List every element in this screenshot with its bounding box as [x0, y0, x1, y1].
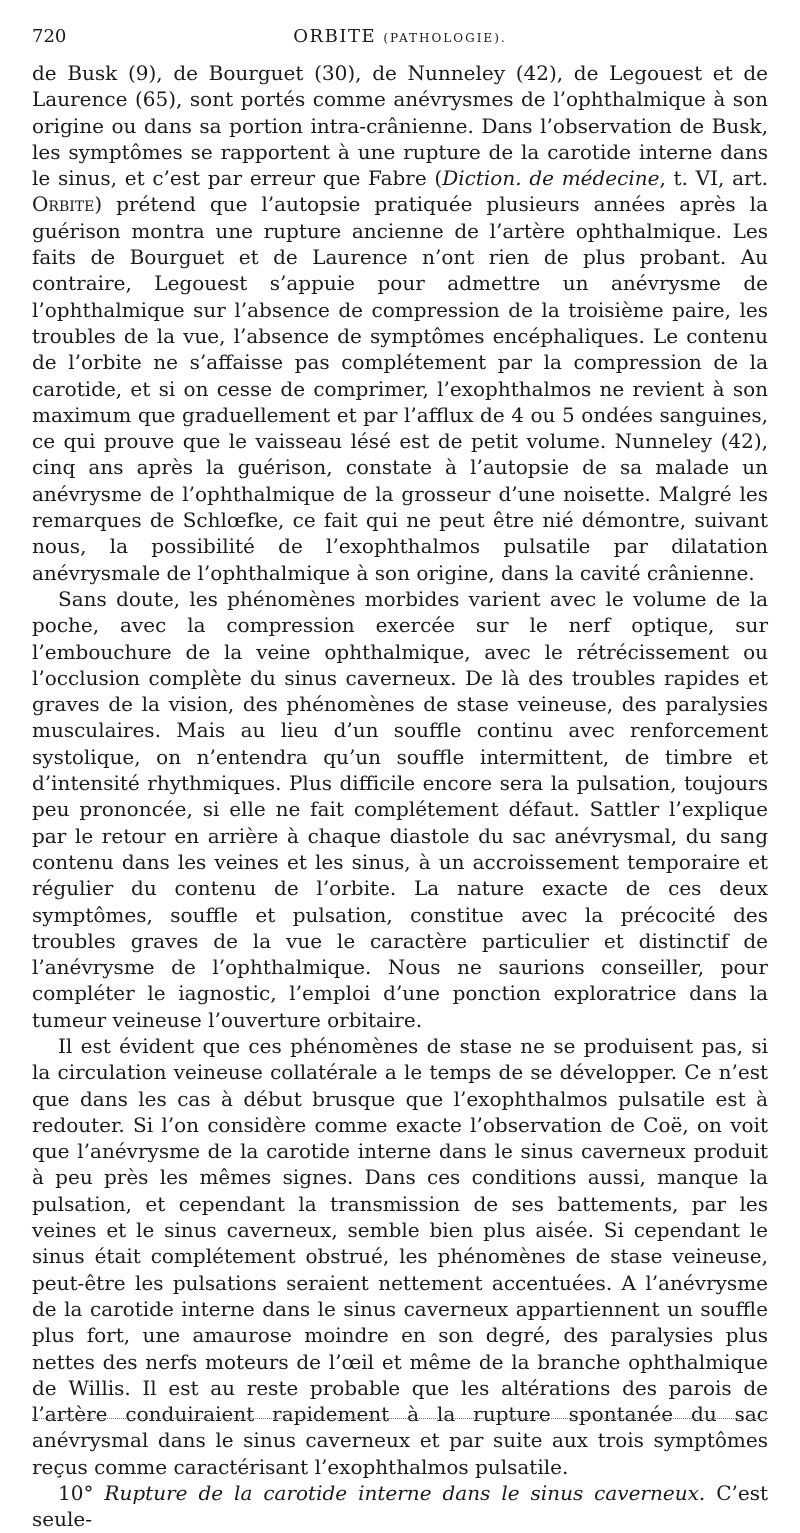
- section-heading-paragraph: [32, 1480, 768, 1533]
- running-title: [112, 26, 688, 47]
- citation-title: Diction. de médecine: [442, 166, 660, 191]
- citation-article: Orbite: [32, 192, 95, 217]
- section-title: Rupture de la carotide interne dans le sinus caverneux.: [104, 1481, 706, 1506]
- running-title-main: ORBITE: [293, 26, 377, 47]
- paragraph-3: Il est évident que ces phénomènes de stase ne se produisent pas, si la circulation veineuse collatérale a le temps de se développer. Ce n’est que dans les cas à début brusque que l’exophthalmos pulsatile est à redouter. Si l’on considère comme exacte l’observation de Coë, on voit que l’anévrysme de la carotide interne dans le sinus caverneux produit à peu près les mêmes signes. Dans ces conditions aussi, manque la pulsation, et cependant la transmission de ses battements, par les veines et le sinus caverneux, semble bien plus aisée. Si cependant le sinus était complétement obstrué, les phénomènes de stase veineuse, peut-être les pulsations seraient nettement accentuées. A l’anévrysme de la carotide interne dans le sinus caverneux appartiennent un souffle plus fort, une amaurose moindre en son degré, des paralysies plus nettes des nerfs moteurs de l’œil et même de la branche ophthalmique de Willis. Il est au reste probable que les altérations des parois de l’artère conduiraient rapidement à la rupture spontanée du sac anévrysmal dans le sinus caverneux et par suite aux trois symptômes reçus comme caractérisant l’exophthalmos pulsatile.: [32, 1033, 768, 1479]
- section-number: 10°: [58, 1481, 94, 1506]
- page: [32, 26, 768, 1533]
- paragraph-1-text-b: , t. VI, art.: [659, 166, 768, 191]
- paragraph-1-text-a: de Busk (9), de Bourguet (30), de Nunneley (42), de Legouest et de Laurence (65), sont portés comme anévrysmes de l’ophthalmique à son origine ou dans sa portion intra-crânienne. Dans l’observation de Busk, les symptômes se rapportent à une rupture de la carotide interne dans le sinus, et c’est par erreur que Fabre (: [32, 61, 768, 191]
- running-title-subtitle: (PATHOLOGIE).: [383, 31, 507, 45]
- paragraph-1-text-c: ) prétend que l’autopsie pratiquée plusieurs années après la guérison montra une rupture ancienne de l’artère ophthalmique. Les faits de Bourguet et de Laurence n’ont rien de plus probant. Au contraire, Legouest s’appuie pour admettre un anévrysme de l’ophthalmique sur l’absence de compression de la troisième paire, les troubles de la vue, l’absence de symptômes encéphaliques. Le contenu de l’orbite ne s’affaisse pas complétement par la compression de la carotide, et si on cesse de comprimer, l’exophthalmos ne revient à son maximum que graduellement et par l’afflux de 4 ou 5 ondées sanguines, ce qui prouve que le vaisseau lésé est de petit volume. Nunneley (42), cinq ans après la guérison, constate à l’autopsie de sa malade un anévrysme de l’ophthalmique de la grosseur d’une noisette. Malgré les remarques de Schlœfke, ce fait qui ne peut être nié démontre, suivant nous, la possibilité de l’exophthalmos pulsatile par dilatation anévrysmale de l’ophthalmique à son origine, dans la cavité crânienne.: [32, 192, 768, 585]
- paragraph-1: [32, 60, 768, 586]
- paragraph-2: Sans doute, les phénomènes morbides varient avec le volume de la poche, avec la compression exercée sur le nerf optique, sur l’embouchure de la veine ophthalmique, avec le rétrécissement ou l’occlusion complète du sinus caverneux. De là des troubles rapides et graves de la vision, des phénomènes de stase veineuse, des paralysies musculaires. Mais au lieu d’un souffle continu avec renforcement systolique, on n’entendra qu’un souffle intermittent, de timbre et d’intensité rhythmiques. Plus difficile encore sera la pulsation, toujours peu prononcée, si elle ne fait complétement défaut. Sattler l’explique par le retour en arrière à chaque diastole du sac anévrysmal, du sang contenu dans les veines et les sinus, à un accroissement temporaire et régulier du contenu de l’orbite. La nature exacte de ces deux symptômes, souffle et pulsation, constitue avec la précocité des troubles graves de la vue le caractère particulier et distinctif de l’anévrysme de l’ophthalmique. Nous ne saurions conseiller, pour compléter le iagnostic, l’emploi d’une ponction exploratrice dans la tumeur veineuse l’ouverture orbitaire.: [32, 586, 768, 1032]
- section-lead-text: C’est seule-: [32, 1481, 768, 1532]
- running-head: [32, 26, 768, 52]
- body-text: [32, 60, 768, 1533]
- page-number: 720: [32, 26, 67, 47]
- footer-rule: [32, 1418, 768, 1419]
